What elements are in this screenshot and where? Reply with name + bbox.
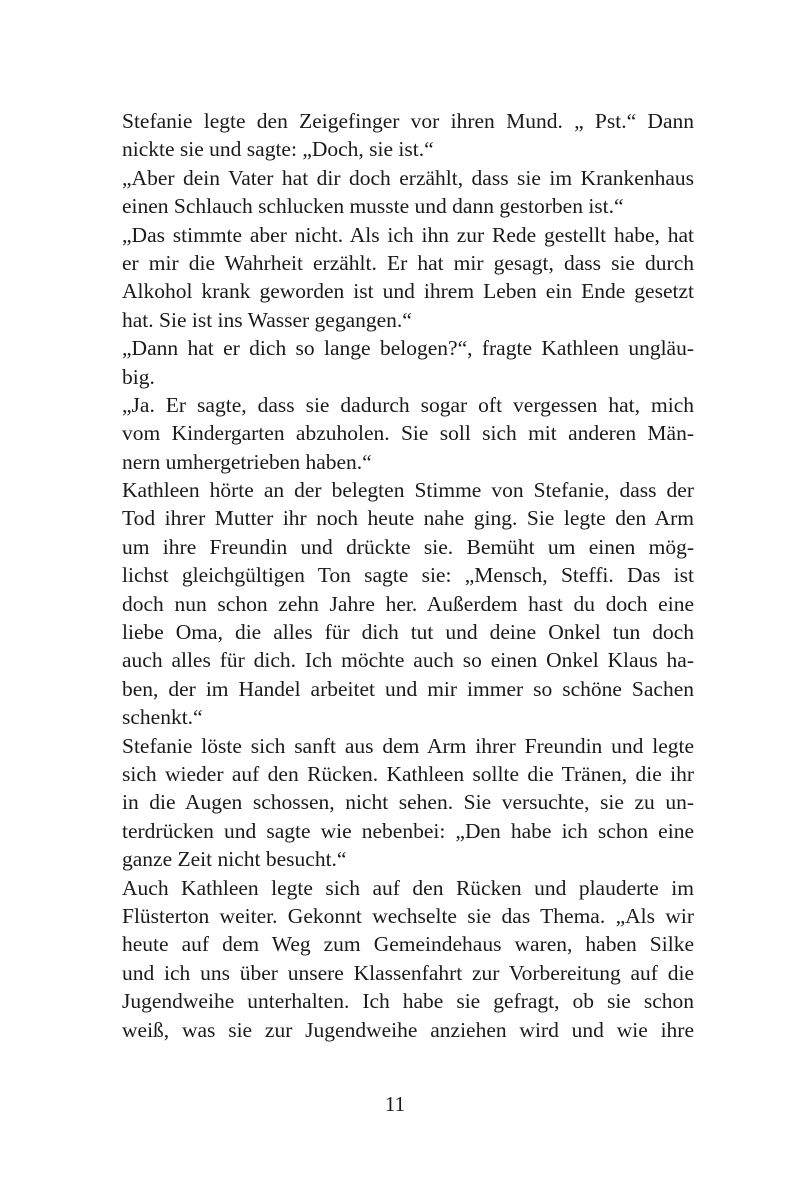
text-line: „Ja. Er sagte, dass sie dadurch sogar oft vergessen hat, mich [122,392,694,417]
text-line: einen Schlauch schlucken musste und dann gestorben ist.“ [122,194,624,219]
text-line: „Dann hat er dich so lange belogen?“, fragte Kathleen ungläu- [122,336,694,361]
text-line: ganze Zeit nicht besucht.“ [122,847,347,872]
text-line: „Das stimmte aber nicht. Als ich ihn zur Rede gestellt habe, hat [122,222,694,247]
text-line: nern umhergetrieben haben.“ [122,449,372,474]
text-line: Stefanie legte den Zeigefinger vor ihren Mund. „ Pst.“ Dann [122,109,694,133]
text-line: big. [122,364,155,389]
text-line: ben, der im Handel arbeitet und mir immer so schöne Sachen [122,676,694,701]
text-line: Flüsterton weiter. Gekonnt wechselte sie das Thema. „Als wir [122,903,694,928]
text-line: Jugendweihe unterhalten. Ich habe sie gefragt, ob sie schon [122,989,694,1014]
text-line: auch alles für dich. Ich möchte auch so einen Onkel Klaus ha- [122,648,694,673]
text-line: um ihre Freundin und drückte sie. Bemüht um einen mög- [122,534,694,559]
text-line: und ich uns über unsere Klassenfahrt zur Vorbereitung auf die [122,960,694,985]
text-line: nickte sie und sagte: „Doch, sie ist.“ [122,137,434,162]
page-number: 11 [384,1092,406,1116]
text-line: Alkohol krank geworden ist und ihrem Leben ein Ende gesetzt [122,279,694,304]
text-line: lichst gleichgültigen Ton sagte sie: „Mensch, Steffi. Das ist [122,563,694,588]
text-line: schenkt.“ [122,705,203,730]
text-line: doch nun schon zehn Jahre her. Außerdem hast du doch eine [122,591,694,616]
text-line: hat. Sie ist ins Wasser gegangen.“ [122,307,412,332]
text-line: in die Augen schossen, nicht sehen. Sie versuchte, sie zu un- [122,790,694,815]
text-line: Tod ihrer Mutter ihr noch heute nahe ging. Sie legte den Arm [122,506,694,531]
text-line: Kathleen hörte an der belegten Stimme von Stefanie, dass der [122,478,694,503]
text-line: sich wieder auf den Rücken. Kathleen sollte die Tränen, die ihr [122,761,694,786]
body-text [122,107,694,1044]
text-line: liebe Oma, die alles für dich tut und deine Onkel tun doch [122,620,694,645]
text-line: Stefanie löste sich sanft aus dem Arm ihrer Freundin und legte [122,733,694,758]
text-line: heute auf dem Weg zum Gemeindehaus waren, haben Silke [122,932,694,957]
text-line: vom Kindergarten abzuholen. Sie soll sich mit anderen Män- [122,421,694,446]
text-line: „Aber dein Vater hat dir doch erzählt, dass sie im Krankenhaus [122,165,694,190]
text-line: Auch Kathleen legte sich auf den Rücken und plauderte im [122,875,694,900]
text-line: terdrücken und sagte wie nebenbei: „Den habe ich schon eine [122,818,694,843]
text-line: er mir die Wahrheit erzählt. Er hat mir gesagt, dass sie durch [122,250,694,275]
text-line: weiß, was sie zur Jugendweihe anziehen wird und wie ihre [122,1017,694,1042]
